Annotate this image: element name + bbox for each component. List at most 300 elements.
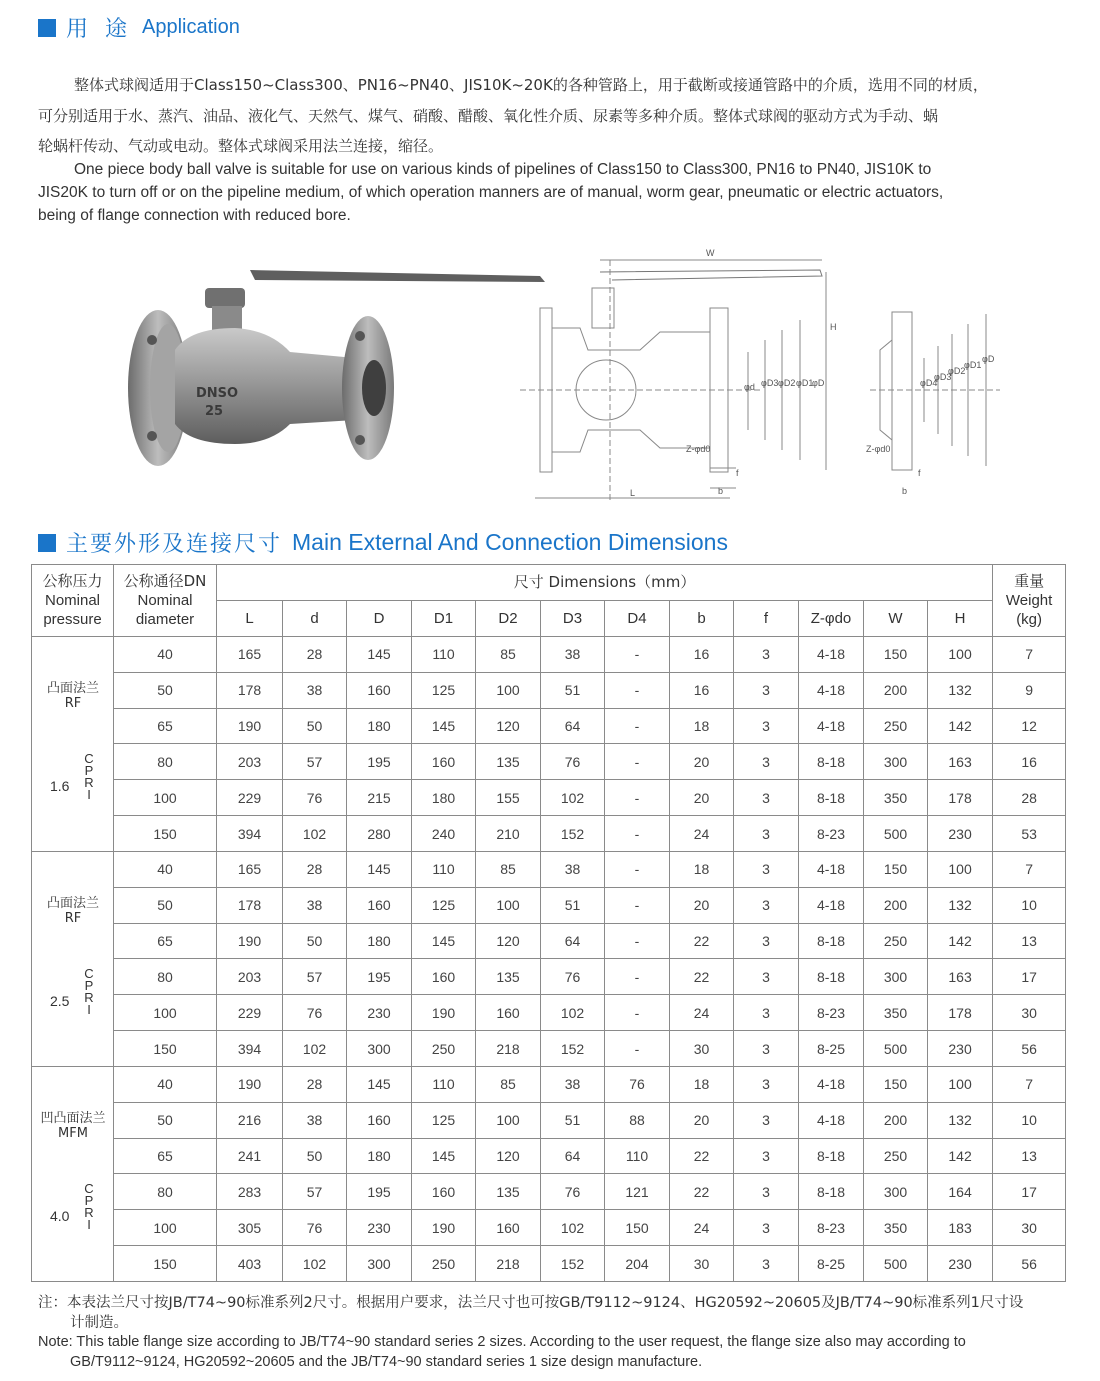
pressure-unit-letter: P [84,763,94,778]
table-cell: 8-23 [799,1210,864,1246]
table-cell: 28 [283,1066,347,1102]
note-en-line: GB/T9112~9124, HG20592~20605 and the JB/T74~90 standard series 1 size design manufacture. [70,1353,703,1370]
table-cell: 57 [283,744,347,780]
table-row [32,780,1066,816]
table-cell: 53 [993,816,1066,852]
table-cell: 200 [864,887,928,923]
table-cell: 145 [347,851,412,887]
table-cell: 100 [476,887,541,923]
table-cell: 120 [476,708,541,744]
table-cell: 150 [864,637,928,673]
col-header: f [734,601,799,637]
table-cell: 22 [670,1174,734,1210]
label-z: Z-φd0 [686,444,711,454]
table-cell: 8-18 [799,1174,864,1210]
table-cell: 3 [734,816,799,852]
table-cell: 142 [928,708,993,744]
table-cell: 350 [864,1210,928,1246]
col-header: b [670,601,734,637]
table-cell: 145 [412,923,476,959]
table-row [32,887,1066,923]
table-cell: 22 [670,959,734,995]
table-cell: 152 [541,816,605,852]
table-cell: 120 [476,1138,541,1174]
table-cell: 132 [928,887,993,923]
table-cell: 24 [670,995,734,1031]
intro-en [38,158,1068,227]
header-weight-unit: (kg) [1016,611,1043,628]
table-cell: 125 [412,672,476,708]
table-cell: 102 [283,1246,347,1282]
table-cell: 300 [864,744,928,780]
table-cell: 17 [993,959,1066,995]
pressure-unit-letter: P [84,977,94,993]
table-cell: 132 [928,672,993,708]
table-cell: 28 [283,851,347,887]
dn-cell: 100 [114,1210,217,1246]
dn-cell: 40 [114,637,217,673]
table-cell: 3 [734,708,799,744]
table-cell: 160 [347,887,412,923]
table-row [32,851,1066,887]
table-cell: 85 [476,1066,541,1102]
table-cell: 178 [928,995,993,1031]
table-cell: 142 [928,1138,993,1174]
pressure-group-cell [32,637,114,852]
table-cell: 4-18 [799,1102,864,1138]
dn-cell: 65 [114,923,217,959]
table-row [32,959,1066,995]
table-cell: 350 [864,995,928,1031]
table-cell: 102 [283,816,347,852]
pressure-unit-letter: R [84,1204,94,1220]
table-cell: 160 [412,959,476,995]
table-cell: 100 [476,1102,541,1138]
table-cell: 10 [993,1102,1066,1138]
header-weight-en: Weight [1005,592,1053,609]
table-cell: 190 [412,1210,476,1246]
dimensions-table [31,564,1066,1282]
intro-en-line: being of flange connection with reduced bore. [38,207,351,224]
flange-face-zh: 凸面法兰 [46,895,99,911]
side-label-d1: φD1 [964,360,982,370]
table-cell: - [605,923,670,959]
label-w: W [706,248,715,258]
table-cell: 280 [347,816,412,852]
table-cell: 3 [734,851,799,887]
flange-face-label [34,1111,112,1141]
table-cell: 56 [993,1031,1066,1067]
intro-zh-line: 整体式球阀适用于Class150~Class300、PN16~PN40、JIS10K~20K的各种管路上，用于截断或接通管路中的介质，选用不同的材质， [74,76,988,94]
col-header: W [864,601,928,637]
table-cell: 160 [476,1210,541,1246]
pressure-unit-vertical [82,753,96,801]
pressure-unit-letter: R [84,775,94,790]
table-cell: 145 [347,637,412,673]
table-cell: 4-18 [799,851,864,887]
table-cell: 305 [217,1210,283,1246]
table-row [32,995,1066,1031]
drawing-labels [630,248,995,498]
table-cell: 200 [864,672,928,708]
table-cell: 190 [217,923,283,959]
table-cell: 3 [734,1102,799,1138]
table-cell: 180 [347,923,412,959]
col-header: D2 [476,601,541,637]
table-cell: 135 [476,959,541,995]
header-dn-zh: 公称通径DN [123,572,207,590]
header-dn-en2: diameter [135,611,195,628]
dn-cell: 40 [114,1066,217,1102]
table-cell: 160 [347,672,412,708]
table-cell: 24 [670,1210,734,1246]
pressure-unit-letter: R [84,989,94,1005]
label-dd: φD [812,378,825,388]
table-cell: 110 [412,637,476,673]
intro-zh [38,70,1068,162]
table-cell: 125 [412,1102,476,1138]
pressure-unit-letter: C [84,1180,94,1196]
table-row [32,744,1066,780]
side-label-d2: φD2 [948,366,966,376]
table-cell: 230 [928,1246,993,1282]
col-header: L [217,601,283,637]
table-cell: 178 [217,887,283,923]
table-cell: 38 [283,672,347,708]
table-cell: 8-18 [799,1138,864,1174]
table-cell: 24 [670,816,734,852]
pressure-value: 4.0 [50,1207,70,1224]
table-cell: 85 [476,851,541,887]
table-cell: 241 [217,1138,283,1174]
dn-cell: 100 [114,995,217,1031]
table-cell: 102 [283,1031,347,1067]
table-cell: 38 [283,1102,347,1138]
table-row [32,637,1066,673]
flange-face-zh: 凹凸面法兰 [40,1110,106,1126]
table-cell: - [605,995,670,1031]
table-cell: 215 [347,780,412,816]
section-marker [38,19,56,37]
note-zh [38,1293,1068,1333]
table-cell: 4-18 [799,887,864,923]
table-cell: 160 [412,744,476,780]
dn-cell: 150 [114,1246,217,1282]
table-cell: 102 [541,995,605,1031]
table-cell: 38 [541,851,605,887]
table-cell: 3 [734,1174,799,1210]
table-cell: 3 [734,1066,799,1102]
label-d2: φD2 [778,378,796,388]
col-header: D4 [605,601,670,637]
label-h: H [830,322,837,332]
table-cell: 350 [864,780,928,816]
table-cell: 218 [476,1031,541,1067]
pressure-unit-letter: C [84,965,94,981]
table-cell: 250 [864,1138,928,1174]
table-cell: 195 [347,959,412,995]
body-mark-size: 25 [205,404,224,419]
table-cell: 3 [734,959,799,995]
flange-face-label [34,681,112,711]
col-header: d [283,601,347,637]
dn-cell: 40 [114,851,217,887]
dn-cell: 150 [114,1031,217,1067]
dn-cell: 65 [114,708,217,744]
note-en [38,1333,1068,1372]
figures [0,240,1100,510]
table-cell: 38 [541,637,605,673]
table-cell: 88 [605,1102,670,1138]
table-cell: 17 [993,1174,1066,1210]
table-cell: 250 [864,708,928,744]
table-cell: 180 [347,1138,412,1174]
pressure-unit-letter: I [87,787,91,802]
table-cell: 394 [217,1031,283,1067]
table-cell: 190 [217,708,283,744]
header-dimensions: 尺寸 Dimensions（mm） [217,565,993,601]
table-cell: 13 [993,1138,1066,1174]
table-cell: 230 [928,816,993,852]
table-cell: 164 [928,1174,993,1210]
table-cell: 13 [993,923,1066,959]
flange-face-en: RF [64,696,82,711]
table-cell: 100 [928,637,993,673]
table-cell: 38 [283,887,347,923]
table-cell: 160 [347,1102,412,1138]
flange-face-label [34,896,112,926]
table-cell: 204 [605,1246,670,1282]
table-cell: 121 [605,1174,670,1210]
table-cell: 22 [670,1138,734,1174]
table-cell: 110 [412,1066,476,1102]
table-cell: 152 [541,1031,605,1067]
table-cell: 145 [412,1138,476,1174]
table-cell: 500 [864,1246,928,1282]
col-header: Z-φdo [799,601,864,637]
pressure-value: 1.6 [50,778,70,794]
table-cell: 16 [670,672,734,708]
table-cell: 178 [217,672,283,708]
table-row [32,1210,1066,1246]
table-cell: 102 [541,1210,605,1246]
table-cell: 3 [734,780,799,816]
table-cell: 12 [993,708,1066,744]
side-label-b: b [902,486,908,496]
table-cell: 165 [217,851,283,887]
intro-zh-line: 可分别适用于水、蒸汽、油品、液化气、天然气、煤气、硝酸、醋酸、氧化性介质、尿素等多种介质。整体式球阀的驱动方式为手动、蜗 [38,106,939,125]
section-title-en: Application [142,16,240,38]
col-header: H [928,601,993,637]
table-cell: 230 [347,995,412,1031]
header-weight-zh: 重量 [1014,572,1045,590]
table-cell: 250 [412,1246,476,1282]
table-cell: 51 [541,1102,605,1138]
table-cell: 500 [864,1031,928,1067]
table-cell: 50 [283,708,347,744]
dn-cell: 80 [114,959,217,995]
table-cell: 8-18 [799,923,864,959]
table-cell: 183 [928,1210,993,1246]
section-marker [38,534,56,552]
table-cell: 64 [541,923,605,959]
table-cell: 132 [928,1102,993,1138]
table-cell: 20 [670,1102,734,1138]
table-cell: 3 [734,1138,799,1174]
table-cell: 28 [283,637,347,673]
table-cell: 500 [864,816,928,852]
table-cell: 160 [412,1174,476,1210]
header-pressure [32,565,114,637]
table-cell: 56 [993,1246,1066,1282]
table-cell: 3 [734,995,799,1031]
table-cell: 216 [217,1102,283,1138]
table-cell: 125 [412,887,476,923]
table-cell: 200 [864,1102,928,1138]
table-cell: - [605,959,670,995]
dn-cell: 80 [114,744,217,780]
table-cell: 152 [541,1246,605,1282]
table-cell: - [605,851,670,887]
side-label-d3: φD3 [934,372,952,382]
table-cell: 250 [412,1031,476,1067]
table-cell: 300 [864,1174,928,1210]
table-cell: 30 [993,1210,1066,1246]
dn-cell: 50 [114,672,217,708]
table-cell: 3 [734,923,799,959]
header-dn-en1: Nominal [137,592,193,609]
table-cell: 240 [412,816,476,852]
table-cell: 403 [217,1246,283,1282]
table-cell: - [605,1031,670,1067]
table-cell: 76 [541,1174,605,1210]
table-cell: 300 [347,1246,412,1282]
table-cell: 22 [670,923,734,959]
table-cell: 20 [670,744,734,780]
table-cell: 230 [928,1031,993,1067]
table-cell: 4-18 [799,1066,864,1102]
table-cell: 155 [476,780,541,816]
section-title-application [38,12,240,43]
table-cell: 4-18 [799,708,864,744]
table-cell: 51 [541,887,605,923]
pressure-unit-vertical [82,965,96,1017]
table-row [32,1031,1066,1067]
dn-cell: 50 [114,1102,217,1138]
flange-face-zh: 凸面法兰 [46,681,99,696]
table-cell: 229 [217,995,283,1031]
table-cell: 230 [347,1210,412,1246]
intro-en-line: JIS20K to turn off or on the pipeline medium, of which operation manners are of manual, worm gear, pneumatic or electric actuators, [38,184,944,201]
note-en-line: Note: This table flange size according to JB/T74~90 standard series 2 sizes. According to the user request, the flange size also may according to [38,1334,966,1350]
table-cell: 8-23 [799,995,864,1031]
table-cell: 30 [993,995,1066,1031]
table-cell: 18 [670,1066,734,1102]
side-label-d4: φD4 [920,378,938,388]
pressure-unit-letter: I [87,1216,91,1232]
table-cell: 7 [993,637,1066,673]
table-cell: - [605,708,670,744]
table-cell: 100 [928,851,993,887]
table-cell: 203 [217,959,283,995]
table-cell: 3 [734,1031,799,1067]
table-cell: 85 [476,637,541,673]
table-cell: 190 [412,995,476,1031]
table-cell: 76 [283,1210,347,1246]
table-cell: 7 [993,851,1066,887]
table-cell: 16 [993,744,1066,780]
table-cell: 3 [734,887,799,923]
table-cell: 195 [347,744,412,780]
table-cell: 20 [670,780,734,816]
table-cell: 7 [993,1066,1066,1102]
table-cell: 180 [412,780,476,816]
table-cell: 50 [283,1138,347,1174]
table-cell: 178 [928,780,993,816]
label-d1: φD1 [796,378,814,388]
table-cell: 145 [347,1066,412,1102]
flange-face-en: MFM [58,1125,88,1141]
dn-cell: 50 [114,887,217,923]
table-cell: 142 [928,923,993,959]
table-cell: 203 [217,744,283,780]
table-cell: 8-25 [799,1031,864,1067]
header-pressure-zh: 公称压力 [42,572,103,590]
table-cell: 30 [670,1031,734,1067]
note-zh-line: 注：本表法兰尺寸按JB/T74~90标准系列2尺寸。根据用户要求，法兰尺寸也可按GB/T9112~9124、HG20592~20605及JB/T74~90标准系列1尺寸设 [38,1295,1024,1311]
table-cell: 16 [670,637,734,673]
table-cell: 3 [734,1246,799,1282]
table-cell: 76 [283,995,347,1031]
table-cell: 3 [734,672,799,708]
table-cell: 51 [541,672,605,708]
table-cell: 394 [217,816,283,852]
table-cell: 100 [928,1066,993,1102]
table-cell: - [605,816,670,852]
section-title-zh: 用 途 [66,17,132,42]
table-cell: 163 [928,959,993,995]
table-cell: 8-23 [799,816,864,852]
dn-cell: 100 [114,780,217,816]
table-cell: 210 [476,816,541,852]
section-title-dimensions [38,527,728,558]
table-cell: 20 [670,887,734,923]
table-row [32,708,1066,744]
table-cell: 218 [476,1246,541,1282]
table-cell: 3 [734,637,799,673]
header-weight [993,565,1066,637]
header-pressure-en2: pressure [43,611,102,628]
table-row [32,672,1066,708]
intro-en-line: One piece body ball valve is suitable for use on various kinds of pipelines of Class150 to Class300, PN16 to PN40, JIS10K to [74,161,932,178]
table-cell: 18 [670,851,734,887]
table-cell: 120 [476,923,541,959]
pressure-group-cell [32,851,114,1066]
pressure-group-cell [32,1066,114,1281]
table-cell: 190 [217,1066,283,1102]
table-row [32,1066,1066,1102]
table-cell: 4-18 [799,637,864,673]
table-cell: 100 [476,672,541,708]
table-cell: - [605,780,670,816]
col-header: D1 [412,601,476,637]
col-header: D3 [541,601,605,637]
table-cell: - [605,672,670,708]
table-cell: 110 [412,851,476,887]
table-cell: 57 [283,1174,347,1210]
table-row [32,1102,1066,1138]
side-label-f: f [918,468,921,478]
